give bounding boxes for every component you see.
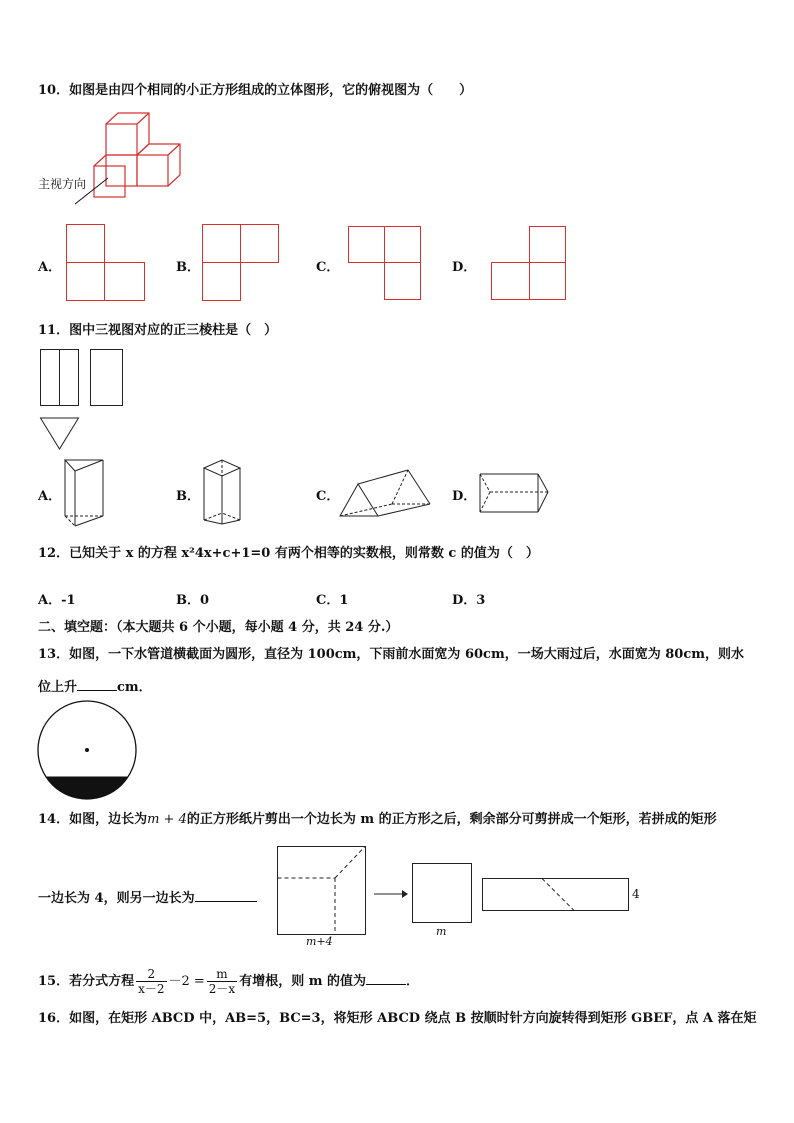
q13-line2 bbox=[38, 678, 152, 696]
q11-option-c-prism bbox=[338, 466, 438, 522]
q15-fraction-2 bbox=[207, 967, 237, 996]
q11-option-b[interactable]: B． bbox=[176, 489, 200, 504]
section-heading: 二、填空题：（本大题共 6 个小题，每小题 4 分，共 24 分.） bbox=[38, 620, 399, 635]
q14-prefix: 14．如图，边长为 bbox=[38, 812, 148, 827]
q14-label-small: m bbox=[436, 925, 447, 938]
q11-option-d[interactable]: D． bbox=[452, 489, 477, 504]
q15-line bbox=[38, 962, 419, 1002]
q15-end: ． bbox=[406, 974, 420, 989]
q14-answer-blank[interactable] bbox=[195, 889, 257, 902]
q12-option-d[interactable]: D．3 bbox=[452, 593, 486, 608]
q15-frac2-num: m bbox=[207, 967, 237, 982]
q13-pipe-figure bbox=[36, 700, 140, 804]
q15-minus-two: －2 = bbox=[168, 974, 205, 989]
q15-frac1-num: 2 bbox=[136, 967, 166, 982]
q13-prefix: 位上升 bbox=[38, 680, 78, 695]
q12-option-b[interactable]: B．0 bbox=[176, 593, 210, 608]
q15-frac2-den: 2－x bbox=[208, 982, 236, 996]
q11-option-b-prism bbox=[200, 458, 246, 530]
q16-text: 16．如图，在矩形 ABCD 中，AB=5，BC=3，将矩形 ABCD 绕点 B 按顺时针方向旋转得到矩形 GBEF，点 A 落在矩 bbox=[38, 1011, 757, 1026]
q14-label-big: m+4 bbox=[306, 935, 333, 948]
q10-option-d-figure bbox=[491, 226, 569, 302]
q13-answer-blank[interactable] bbox=[77, 678, 117, 691]
q11-option-c[interactable]: C． bbox=[316, 489, 340, 504]
q15-suffix: 有增根，则 m 的值为 bbox=[239, 974, 367, 989]
q10-option-b-figure bbox=[202, 224, 282, 302]
q10-text: 10．如图是由四个相同的小正方形组成的立体图形，它的俯视图为（ ） bbox=[38, 83, 473, 98]
q14-line1 bbox=[38, 812, 717, 828]
q10-option-a-figure bbox=[66, 224, 148, 302]
q12-text: 12．已知关于 x 的方程 x²4x+c+1=0 有两个相等的实数根，则常数 c 的值为（ ） bbox=[38, 546, 539, 561]
q11-text: 11．图中三视图对应的正三棱柱是（ ） bbox=[38, 323, 278, 338]
view-direction-label: 主视方向 bbox=[38, 177, 87, 191]
q15-answer-blank[interactable] bbox=[366, 972, 406, 985]
q10-cube-figure bbox=[60, 108, 190, 208]
q15-frac1-den: x－2 bbox=[138, 982, 165, 996]
q10-option-c[interactable]: C． bbox=[316, 260, 340, 275]
q10-option-b[interactable]: B． bbox=[176, 260, 200, 275]
q15-prefix: 15．若分式方程 bbox=[38, 974, 135, 989]
q15-fraction-1 bbox=[136, 967, 166, 996]
q14-line2-text: 一边长为 4，则另一边长为 bbox=[38, 891, 195, 906]
q10-option-c-figure bbox=[348, 226, 424, 302]
q11-three-views-figure bbox=[38, 348, 128, 452]
q12-option-a[interactable]: A．-1 bbox=[38, 593, 76, 608]
q14-label-rect: 4 bbox=[632, 887, 640, 901]
q10-option-d[interactable]: D． bbox=[452, 260, 477, 275]
q14-expr: m + 4 bbox=[147, 812, 187, 827]
q14-line2 bbox=[38, 889, 257, 907]
q11-option-a-prism bbox=[62, 456, 108, 528]
q12-option-c[interactable]: C．1 bbox=[316, 593, 349, 608]
q13-suffix: cm． bbox=[117, 680, 152, 695]
q11-option-d-prism bbox=[476, 470, 552, 516]
q10-option-a[interactable]: A． bbox=[38, 260, 62, 275]
q14-suffix: 的正方形纸片剪出一个边长为 m 的正方形之后，剩余部分可剪拼成一个矩形，若拼成的矩形 bbox=[186, 812, 717, 827]
q13-line1: 13．如图，一下水管道横截面为圆形，直径为 100cm，下雨前水面宽为 60cm，一场大雨过后，水面宽为 80cm，则水 bbox=[38, 647, 744, 662]
q11-option-a[interactable]: A． bbox=[38, 489, 62, 504]
